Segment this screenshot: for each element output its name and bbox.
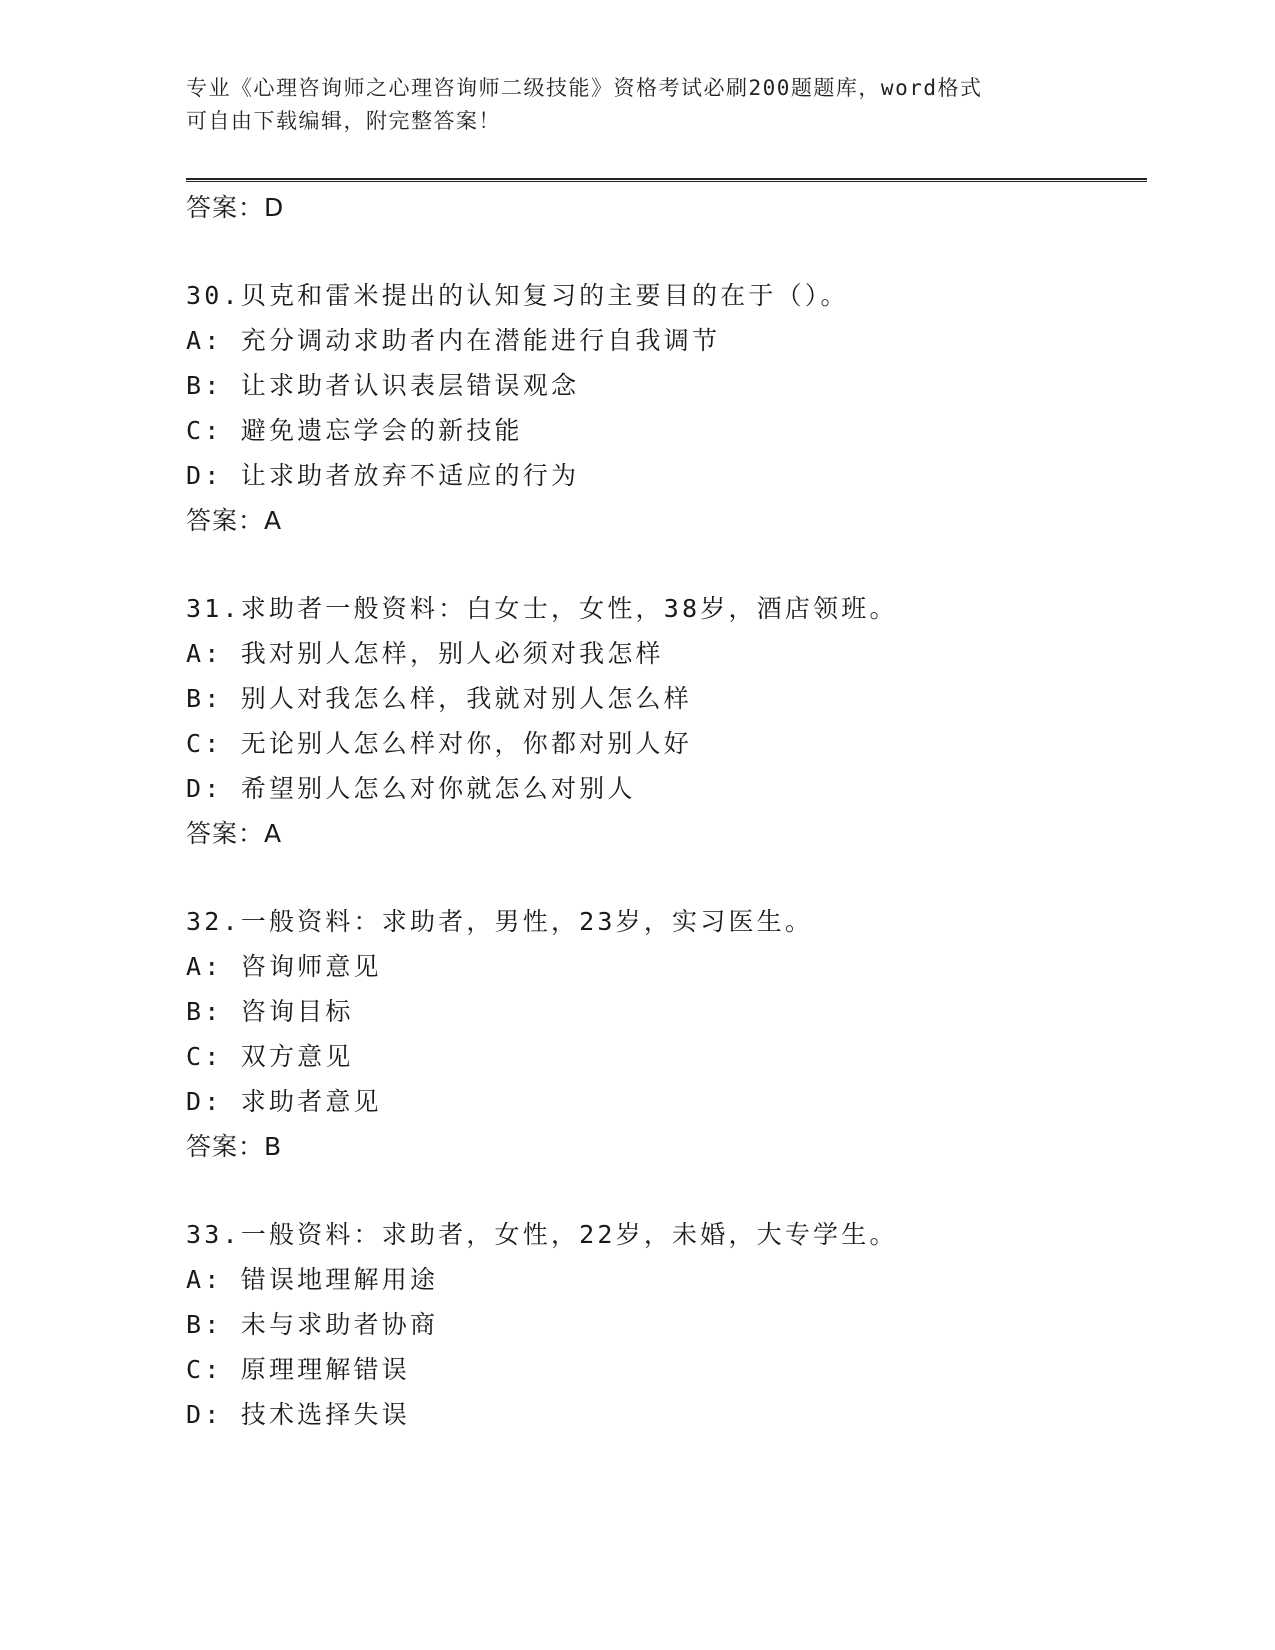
option-c: C: 避免遗忘学会的新技能 [186,416,523,445]
spacer [186,230,1146,273]
option-b: B: 未与求助者协商 [186,1310,439,1339]
answer-line: 答案：D [186,193,285,222]
question-stem: 31.求助者一般资料：白女士，女性，38岁，酒店领班。 [186,594,898,623]
question-list [186,185,1146,1437]
option-d: D: 技术选择失误 [186,1400,410,1429]
option-d: D: 让求助者放弃不适应的行为 [186,461,580,490]
option-a: A: 充分调动求助者内在潜能进行自我调节 [186,326,721,355]
answer-line: 答案：A [186,506,283,535]
option-c: C: 双方意见 [186,1042,354,1071]
option-c: C: 原理理解错误 [186,1355,410,1384]
question-stem: 32.一般资料：求助者，男性，23岁，实习医生。 [186,907,814,936]
header-line-1: 专业《心理咨询师之心理咨询师二级技能》资格考试必刷200题题库，word格式 [186,76,983,100]
answer-line: 答案：A [186,819,283,848]
option-a: A: 错误地理解用途 [186,1265,439,1294]
question-stem: 30.贝克和雷米提出的认知复习的主要目的在于（）。 [186,281,849,310]
spacer [186,856,1146,899]
question-31 [186,586,1146,856]
option-a: A: 咨询师意见 [186,952,382,981]
question-30 [186,273,1146,543]
option-b: B: 让求助者认识表层错误观念 [186,371,580,400]
option-c: C: 无论别人怎么样对你，你都对别人好 [186,729,692,758]
option-d: D: 求助者意见 [186,1087,382,1116]
header-divider [186,178,1147,182]
option-b: B: 别人对我怎么样，我就对别人怎么样 [186,684,692,713]
question-33 [186,1212,1146,1437]
option-a: A: 我对别人怎样，别人必须对我怎样 [186,639,664,668]
option-b: B: 咨询目标 [186,997,354,1026]
header-line-2: 可自由下载编辑，附完整答案！ [186,109,501,133]
question-stem: 33.一般资料：求助者，女性，22岁，未婚，大专学生。 [186,1220,898,1249]
question-32 [186,899,1146,1169]
option-d: D: 希望别人怎么对你就怎么对别人 [186,774,636,803]
spacer [186,1169,1146,1212]
answer-line: 答案：B [186,1132,283,1161]
page-header [186,72,1086,138]
spacer [186,543,1146,586]
